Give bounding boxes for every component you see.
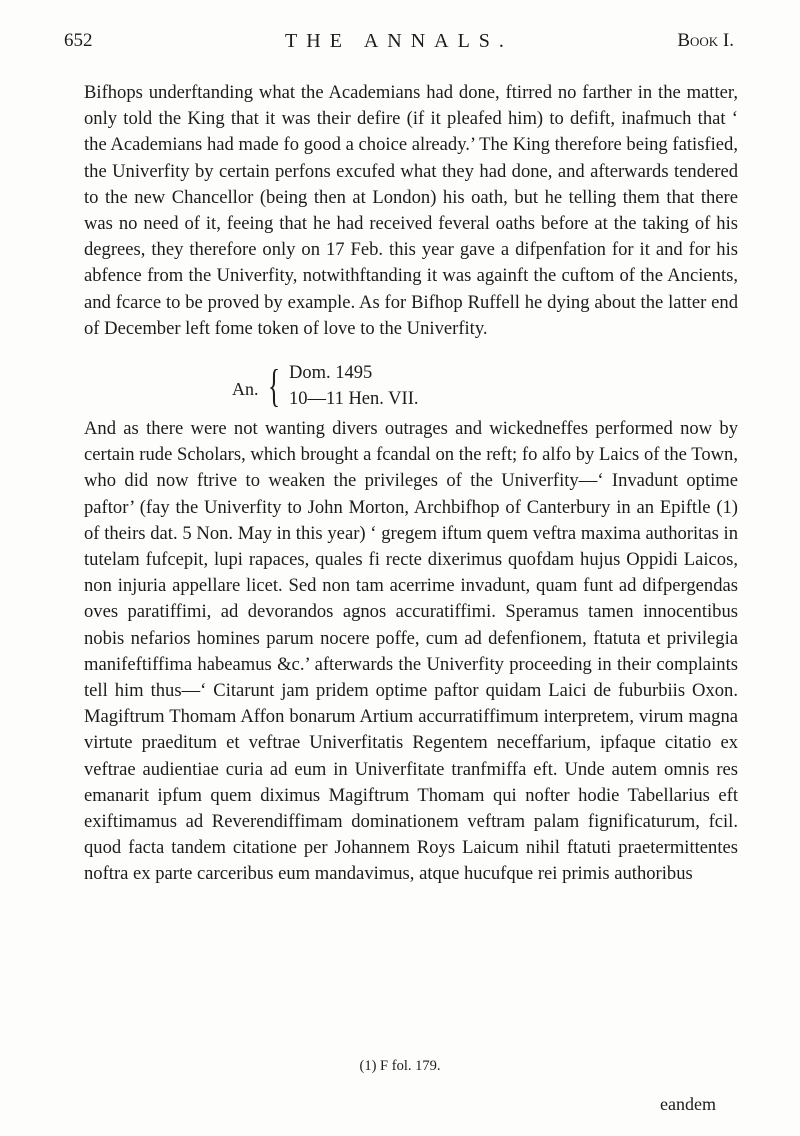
footnote: (1) F fol. 179. bbox=[359, 1058, 441, 1074]
catchword: eandem bbox=[660, 1094, 716, 1114]
date-regnal-year: 10—11 Hen. VII. bbox=[289, 389, 419, 410]
running-head bbox=[64, 30, 734, 60]
date-heading bbox=[84, 360, 738, 416]
brace-glyph: { bbox=[268, 360, 281, 412]
book-label: Book I. bbox=[677, 30, 734, 51]
paragraph-outrages: And as there were not wanting divers outrages and wickedneffes performed now by certain rude Scholars, which brought a fcandal on the reft; fo alfo by Laics of the Town, who did now ftrive to weaken the privileges of the Univerfity—‘ Invadunt optime paftor’ (fay the Univerfity to John Morton, Archbifhop of Canterbury in an Epiftle (1) of theirs dat. 5 Non. May in this year) ‘ gregem iftum quem veftra maxima authoritas in tutelam fufcepit, lupi rapaces, quales fi recte dixerimus quofdam hujus Oppidi Laicos, non injuria appellare licet. Sed non tam acerrime invadunt, quam funt ad difpergendas oves paratiffimi, ad devorandos agnos accuratiffimi. Speramus tamen innocentibus nobis nefarios homines parum nocere poffe, cum ad defenfionem, ftatuta et privilegia manifeftiffima habeamus &c.’ afterwards the Univerfity proceeding in their complaints tell him thus—‘ Citarunt jam pridem optime paftor quidam Laici de fuburbiis Oxon. Magiftrum Thomam Affon bonarum Artium accurratiffimum interpretem, virum magna virtute praeditum et veftrae Univerfitatis Regentem neceffarium, ipfaque citatio ex veftrae audientiae curia ad eum in Univerfitate tranfmiffa eft. Unde autem omnis res emanarit ipfum quem diximus Magiftrum Thomam qui nofter hodie Tabellarius eft exiftimamus ad Reverendiffimam dominationem veftram palam fignificaturum, fcil. quod facta tandem citatione per Johannem Roys Laicum nihil ftatuti praetermittentes noftra ex parte carceribus eum mandavimus, atque hucufque rei primis authoribus bbox=[84, 418, 738, 885]
date-dom: Dom. 1495 bbox=[289, 363, 373, 384]
running-title: THE ANNALS. bbox=[285, 30, 513, 52]
paragraph-bishops: Bifhops underftanding what the Academians had done, ftirred no farther in the matter, only told the King that it was their defire (if it pleafed him) to defift, inafmuch that ‘ the Academians had made fo good a choice already.’ The King therefore being fatisfied, the Univerfity by certain perfons excufed what they had done, and afterwards tendered to the new Chancellor (being then at London) his oath, but he telling them that there was no need of it, feeing that he had received feveral oaths before at the taking of his degrees, they therefore only on 17 Feb. this year gave a difpenfation for it and for his abfence from the Univerfity, notwithftanding it was againft the cuftom of the Ancients, and fcarce to be proved by example. As for Bifhop Ruffell he dying about the latter end of December left fome token of love to the Univerfity. bbox=[84, 82, 738, 339]
page-number: 652 bbox=[64, 30, 93, 51]
date-an: An. bbox=[232, 379, 259, 400]
body-text bbox=[84, 80, 738, 888]
